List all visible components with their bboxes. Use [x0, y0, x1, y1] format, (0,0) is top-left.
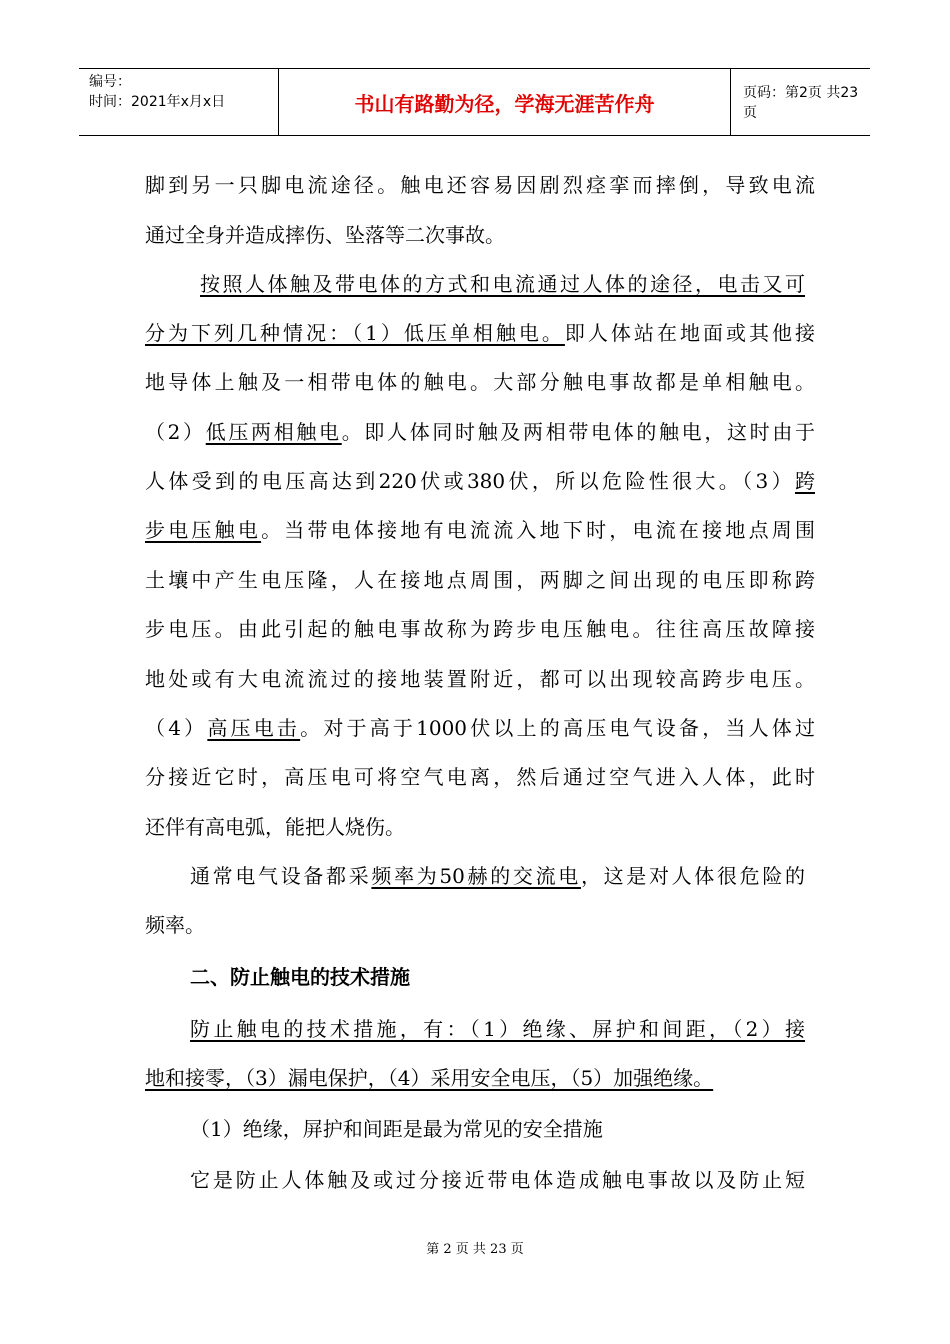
underlined-text: 按照人体触及带电体的方式和电流通过人体的途径，电击又可: [200, 272, 805, 296]
underlined-text: 分为下列几种情况：（1）低压单相触电。: [145, 321, 565, 345]
underlined-text: 跨: [795, 469, 815, 493]
section-heading: [190, 952, 860, 1002]
text-segment: 通过全身并造成摔伤、坠落等二次事故。: [145, 223, 505, 247]
text-segment: 。即人体同时触及两相带电体的触电，这时由于: [341, 420, 816, 444]
underlined-text: 低压两相触电: [205, 420, 342, 444]
body-line: [145, 456, 815, 506]
text-segment: 脚到另一只脚电流途径。触电还容易因剧烈痉挛而摔倒，导致电流: [145, 173, 815, 197]
text-segment: 它是防止人体触及或过分接近带电体造成触电事故以及防止短: [190, 1168, 805, 1192]
text-segment: 地导体上触及一相带电体的触电。大部分触电事故都是单相触电。: [145, 370, 815, 394]
text-segment: 频率。: [145, 913, 205, 937]
text-segment: 。对于高于1000伏以上的高压电气设备，当人体过: [300, 716, 815, 740]
underlined-text: 高压电击: [207, 716, 301, 740]
body-line: [145, 703, 815, 753]
body-line: [145, 604, 815, 654]
underlined-text: 频率为50赫的交流电: [371, 864, 581, 888]
body-line: [190, 1004, 805, 1054]
body-line: [200, 259, 805, 309]
body-line: [190, 851, 805, 901]
underlined-text: 步电压触电: [145, 518, 262, 542]
text-segment: ，这是对人体很危险的: [580, 864, 806, 888]
document-date-label: 时间：2021年x月x日: [89, 94, 226, 110]
body-line: [145, 160, 815, 210]
body-line: [145, 555, 815, 605]
text-segment: （4）: [145, 716, 208, 740]
text-segment: 通常电气设备都采: [190, 864, 372, 888]
text-segment: （1）绝缘，屏护和间距是最为常见的安全措施: [190, 1117, 603, 1141]
page-footer: 第 2 页 共 23 页: [426, 1242, 524, 1257]
text-segment: 二、防止触电的技术措施: [190, 965, 410, 989]
body-line: [145, 210, 815, 260]
body-line: [190, 1104, 860, 1154]
document-header: [79, 68, 870, 136]
text-segment: 人体受到的电压高达到220伏或380伏，所以危险性很大。（3）: [145, 469, 795, 493]
text-segment: 还伴有高电弧，能把人烧伤。: [145, 815, 405, 839]
text-segment: 地处或有大电流流过的接地装置附近，都可以出现较高跨步电压。: [145, 667, 815, 691]
text-segment: 分接近它时，高压电可将空气电离，然后通过空气进入人体，此时: [145, 765, 815, 789]
text-segment: 土壤中产生电压隆，人在接地点周围，两脚之间出现的电压即称跨: [145, 568, 815, 592]
body-line: [145, 308, 815, 358]
document-number-label: 编号：: [89, 74, 131, 90]
text-segment: 即人体站在地面或其他接: [564, 321, 815, 345]
body-line: [145, 357, 815, 407]
body-line: [145, 900, 815, 950]
header-page-label: 页码：第2页 共23页: [743, 85, 859, 121]
underlined-text: 地和接零，（3）漏电保护，（4）采用安全电压，（5）加强绝缘。: [145, 1066, 714, 1090]
header-motto: 书山有路勤为径，学海无涯苦作舟: [279, 69, 731, 135]
body-line: [145, 654, 815, 704]
body-line: [190, 1155, 805, 1205]
header-meta: [79, 69, 279, 135]
body-line: [145, 505, 815, 555]
text-segment: 步电压。由此引起的触电事故称为跨步电压触电。往往高压故障接: [145, 617, 815, 641]
underlined-text: 防止触电的技术措施，有：（1）绝缘、屏护和间距，（2）接: [190, 1017, 805, 1041]
body-line: [145, 752, 815, 802]
text-segment: 。当带电体接地有电流流入地下时，电流在接地点周围: [261, 518, 816, 542]
text-segment: （2）: [145, 420, 206, 444]
body-line: [145, 407, 815, 457]
body-line: [145, 1053, 815, 1103]
body-line: [145, 802, 815, 852]
